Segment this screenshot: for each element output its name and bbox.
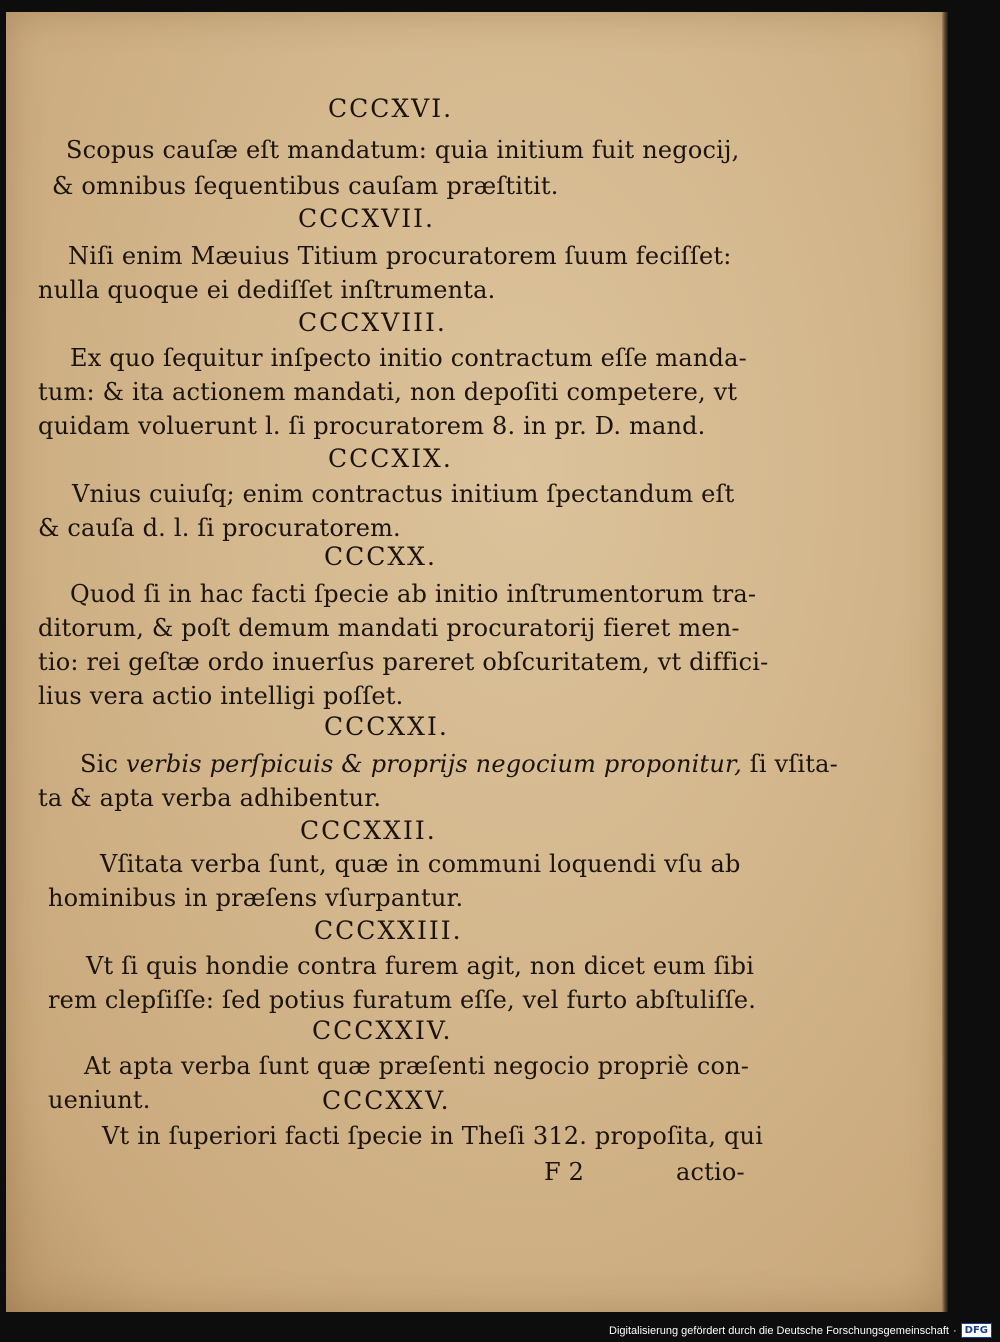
text-line: Vt ſi quis hondie contra furem agit, non dicet eum ſibi bbox=[86, 952, 755, 980]
catchword: actio- bbox=[676, 1158, 745, 1186]
text-line-mixed bbox=[80, 750, 838, 778]
thesis-heading: CCCXVI. bbox=[328, 94, 454, 123]
signature-mark: F 2 bbox=[544, 1158, 585, 1186]
page-edge-shadow bbox=[942, 12, 948, 1312]
text-line: ta & apta verba adhibentur. bbox=[38, 784, 382, 812]
thesis-heading: CCCXXV. bbox=[322, 1086, 451, 1115]
book-page bbox=[6, 12, 946, 1312]
text-line: & cauſa d. l. ſi procuratorem. bbox=[38, 514, 401, 542]
text-line: nulla quoque ei dediſſet inſtrumenta. bbox=[38, 276, 496, 304]
credit-text: Digitalisierung gefördert durch die Deutsche Forschungsgemeinschaft bbox=[609, 1324, 949, 1337]
text-roman: ſi vſita- bbox=[741, 750, 838, 778]
text-line: & omnibus ſequentibus cauſam præſtitit. bbox=[52, 172, 559, 200]
thesis-heading: CCCXVIII. bbox=[298, 308, 447, 337]
thesis-heading: CCCXX. bbox=[324, 542, 437, 571]
text-line: lius vera actio intelligi poſſet. bbox=[38, 682, 404, 710]
text-line: tum: & ita actionem mandati, non depoſiti competere, vt bbox=[38, 378, 738, 406]
page-text bbox=[6, 12, 946, 1312]
text-roman: Sic bbox=[80, 750, 126, 778]
digitization-credit: Digitalisierung gefördert durch die Deutsche Forschungsgemeinschaft · DFG bbox=[609, 1323, 992, 1338]
dfg-logo: DFG bbox=[961, 1323, 992, 1338]
text-line: Vnius cuiuſq; enim contractus initium ſpectandum eſt bbox=[72, 480, 735, 508]
text-line: hominibus in præſens vſurpantur. bbox=[48, 884, 464, 912]
text-line: Ex quo ſequitur inſpecto initio contractum eſſe manda- bbox=[70, 344, 747, 372]
text-italic: verbis perſpicuis & proprijs negocium proponitur, bbox=[126, 750, 742, 778]
thesis-heading: CCCXXIV. bbox=[312, 1016, 453, 1045]
thesis-heading: CCCXVII. bbox=[298, 204, 435, 233]
text-line: Quod ſi in hac facti ſpecie ab initio inſtrumentorum tra- bbox=[70, 580, 757, 608]
thesis-heading: CCCXXII. bbox=[300, 816, 437, 845]
text-line: Vſitata verba ſunt, quæ in communi loquendi vſu ab bbox=[100, 850, 741, 878]
thesis-heading: CCCXXI. bbox=[324, 712, 449, 741]
text-line: ueniunt. bbox=[48, 1086, 151, 1114]
text-line: Niſi enim Mæuius Titium procuratorem ſuum feciſſet: bbox=[68, 242, 732, 270]
text-line: At apta verba ſunt quæ præſenti negocio propriè con- bbox=[84, 1052, 750, 1080]
text-line: tio: rei geſtæ ordo inuerſus pareret obſcuritatem, vt diffici- bbox=[38, 648, 769, 676]
thesis-heading: CCCXIX. bbox=[328, 444, 453, 473]
text-line: Scopus cauſæ eſt mandatum: quia initium fuit negocij, bbox=[66, 136, 740, 164]
text-line: Vt in ſuperiori facti ſpecie in Theſi 312. propoſita, qui bbox=[102, 1122, 764, 1150]
thesis-heading: CCCXXIII. bbox=[314, 916, 463, 945]
text-line: quidam voluerunt l. ſi procuratorem 8. in pr. D. mand. bbox=[38, 412, 706, 440]
text-line: rem clepſiſſe: ſed potius furatum eſſe, vel furto abſtuliſſe. bbox=[48, 986, 757, 1014]
text-line: ditorum, & poſt demum mandati procuratorij fieret men- bbox=[38, 614, 740, 642]
